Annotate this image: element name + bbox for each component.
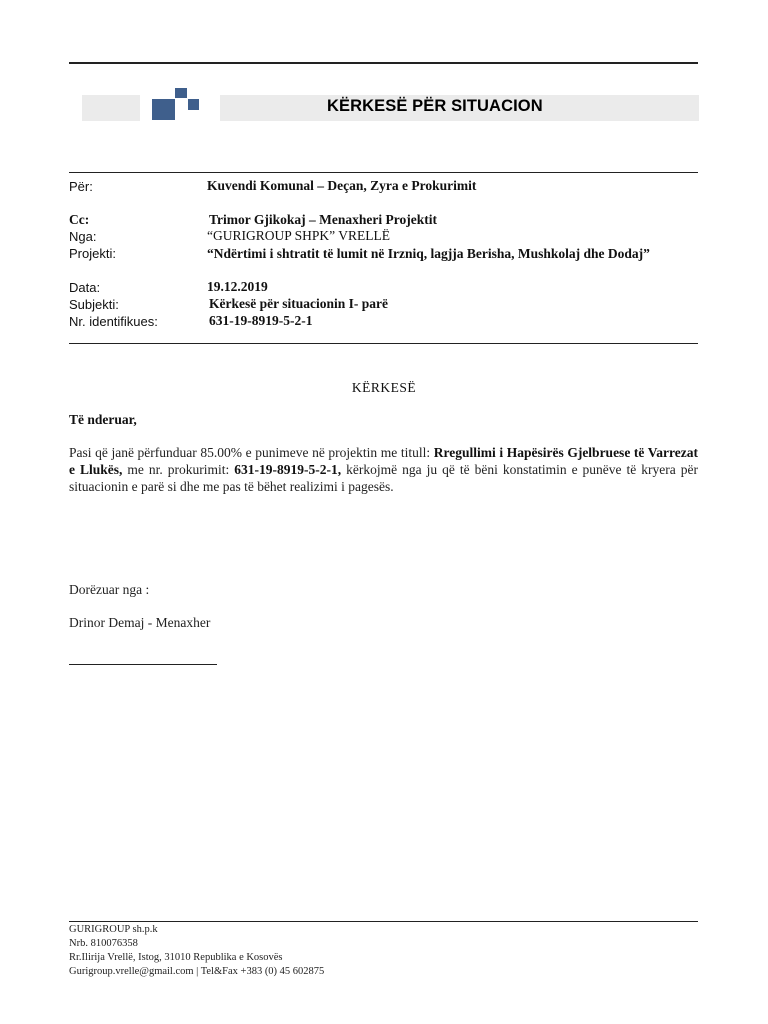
top-rule xyxy=(69,62,698,64)
para-text-1: Pasi që janë përfunduar 85.00% e punimeve në projektin me titull: xyxy=(69,445,434,460)
per-value: Kuvendi Komunal – Deçan, Zyra e Prokurimit xyxy=(207,178,477,193)
nga-label: Nga: xyxy=(69,229,97,244)
para-text-2: me nr. prokurimit: xyxy=(122,462,235,477)
submitter-name: Drinor Demaj - Menaxher xyxy=(69,615,211,630)
para-project-title: Rregullimi i Hapësirës Gjelbruese të Varrezat e Llukës, xyxy=(69,445,698,477)
cc-value: Trimor Gjikokaj – Menaxheri Projektit xyxy=(209,212,437,227)
footer-rule xyxy=(69,921,698,922)
nga-value: “GURIGROUP SHPK” VRELLË xyxy=(207,228,391,243)
para-text-3: kërkojmë nga ju që të bëni konstatimin e punëve të kryera për situacionin e parë si dhe me pas të bëhet realizimi i pagesës. xyxy=(69,462,698,494)
logo-square-top xyxy=(175,88,187,98)
info-top-rule xyxy=(69,172,698,173)
footer-address: Rr.Ilirija Vrellë, Istog, 31010 Republika e Kosovës xyxy=(69,952,283,963)
logo-square-large xyxy=(152,99,175,120)
submitted-by-label: Dorëzuar nga : xyxy=(69,582,150,597)
request-paragraph xyxy=(69,444,698,495)
document-title: KËRKESË PËR SITUACION xyxy=(327,97,543,115)
logo-square-right xyxy=(188,99,199,110)
projekti-label: Projekti: xyxy=(69,246,116,261)
footer-company: GURIGROUP sh.p.k xyxy=(69,924,158,935)
subjekti-value: Kërkesë për situacionin I- parë xyxy=(209,296,388,311)
footer-contact: Gurigroup.vrelle@gmail.com | Tel&Fax +383 (0) 45 602875 xyxy=(69,966,325,977)
data-label: Data: xyxy=(69,280,101,295)
salutation: Të nderuar, xyxy=(69,412,137,427)
cc-label: Cc: xyxy=(69,212,90,227)
per-label: Për: xyxy=(69,179,93,194)
projekti-value: “Ndërtimi i shtratit të lumit në Irzniq, lagjja Berisha, Mushkolaj dhe Dodaj” xyxy=(207,246,650,261)
banner-left-strip xyxy=(82,95,140,121)
request-heading: KËRKESË xyxy=(351,380,417,395)
data-value: 19.12.2019 xyxy=(207,279,268,294)
identifier-label: Nr. identifikues: xyxy=(69,314,158,329)
subjekti-label: Subjekti: xyxy=(69,297,119,312)
info-bottom-rule xyxy=(69,343,698,344)
para-procurement-number: 631-19-8919-5-2-1, xyxy=(234,462,342,477)
identifier-value: 631-19-8919-5-2-1 xyxy=(209,313,313,328)
signature-line xyxy=(69,664,217,665)
footer-registration: Nrb. 810076358 xyxy=(69,938,138,949)
